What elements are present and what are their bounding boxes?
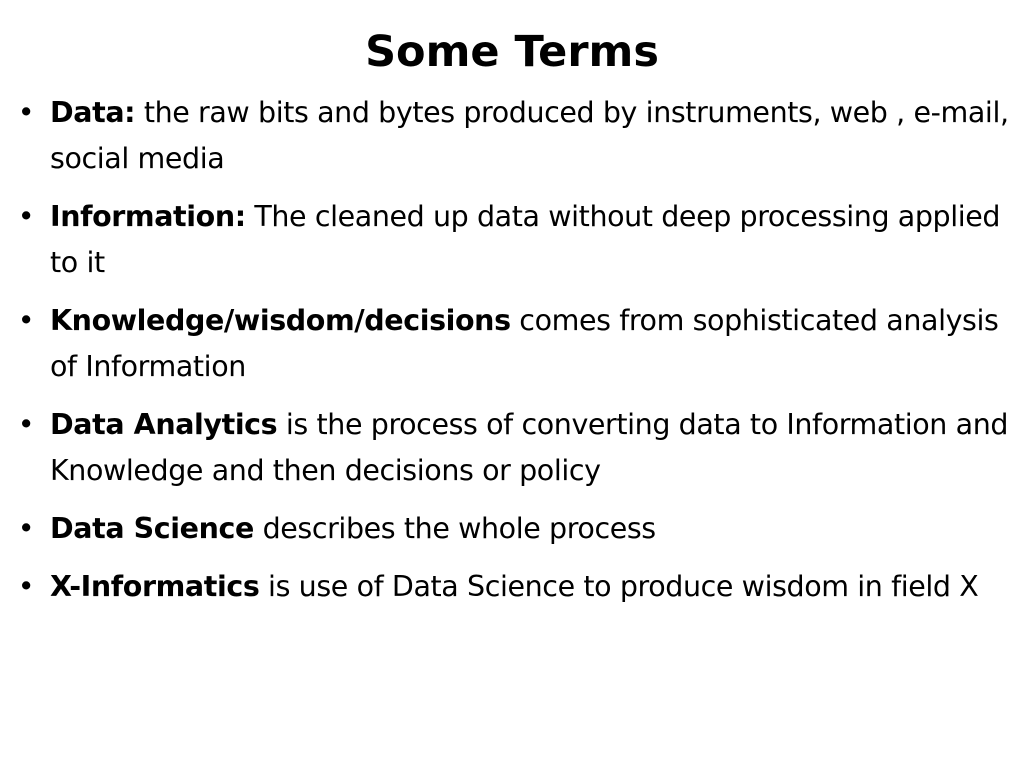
bullet-item-data-analytics — [14, 402, 1020, 494]
term-label: Information: — [50, 200, 246, 233]
bullet-icon: • — [17, 200, 35, 233]
bullet-item-knowledge — [14, 298, 1020, 390]
term-label: Knowledge/wisdom/decisions — [50, 304, 511, 337]
term-description: the raw bits and bytes produced by instruments, web , e-mail, social media — [50, 96, 1009, 175]
term-description: The cleaned up data without deep processing applied to it — [50, 200, 1001, 279]
bullet-icon: • — [17, 570, 35, 603]
bullet-icon: • — [17, 512, 35, 545]
bullet-item-data-science — [14, 506, 1020, 552]
term-description: comes from sophisticated analysis of Information — [50, 304, 999, 383]
term-label: Data Science — [50, 512, 254, 545]
bullet-item-information — [14, 194, 1020, 286]
term-label: Data Analytics — [50, 408, 278, 441]
bullet-icon: • — [17, 408, 35, 441]
term-description: describes the whole process — [253, 512, 656, 545]
slide-title: Some Terms — [365, 27, 659, 77]
term-label: X-Informatics — [50, 570, 260, 603]
bullet-item-data — [14, 90, 1020, 182]
term-label: Data: — [50, 96, 136, 129]
bullet-icon: • — [17, 96, 35, 129]
bullet-item-x-informatics — [14, 564, 1020, 610]
bullet-list — [14, 90, 1020, 622]
term-description: is the process of converting data to Information and Knowledge and then decisions or policy — [50, 408, 1009, 487]
bullet-icon: • — [17, 304, 35, 337]
term-description: is use of Data Science to produce wisdom in field X — [259, 570, 979, 603]
